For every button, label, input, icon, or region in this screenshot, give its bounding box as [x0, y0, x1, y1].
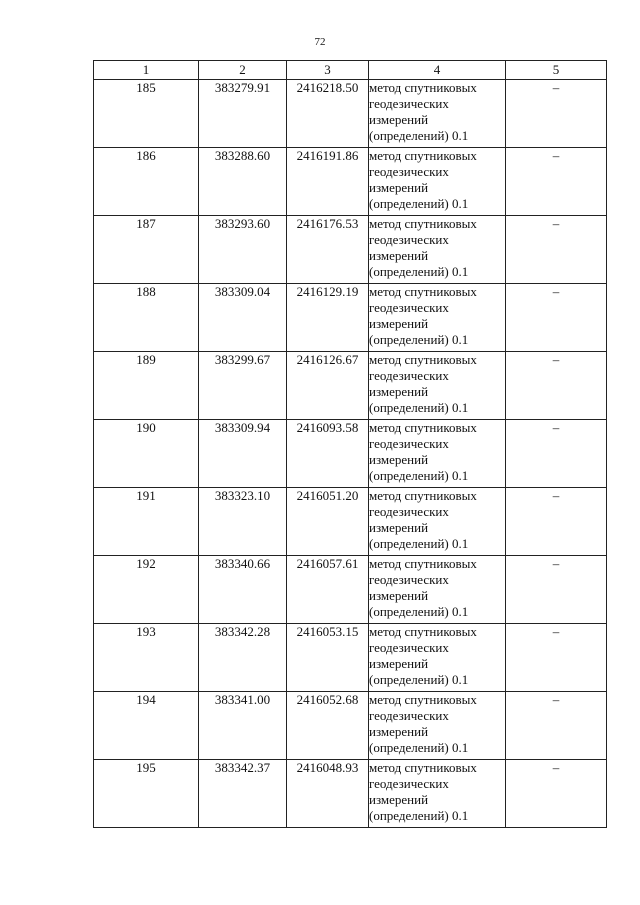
table-row	[94, 692, 607, 760]
method-line: метод спутниковых	[369, 420, 477, 435]
y-coordinate-cell: 2416057.61	[287, 556, 369, 624]
method-cell	[369, 692, 506, 760]
y-coordinate-cell: 2416048.93	[287, 760, 369, 828]
y-coordinate-cell: 2416191.86	[287, 148, 369, 216]
method-line: геодезических	[369, 776, 449, 791]
x-coordinate-cell: 383340.66	[199, 556, 287, 624]
note-cell: –	[506, 148, 607, 216]
method-line: метод спутниковых	[369, 556, 477, 571]
header-col-4: 4	[369, 61, 506, 80]
method-line: измерений	[369, 792, 429, 807]
method-line: (определений) 0.1	[369, 740, 469, 755]
method-cell	[369, 760, 506, 828]
note-cell: –	[506, 488, 607, 556]
method-cell	[369, 352, 506, 420]
note-cell: –	[506, 692, 607, 760]
note-cell: –	[506, 624, 607, 692]
point-number-cell: 192	[94, 556, 199, 624]
note-cell: –	[506, 760, 607, 828]
x-coordinate-cell: 383293.60	[199, 216, 287, 284]
method-line: метод спутниковых	[369, 692, 477, 707]
table-header-row	[94, 61, 607, 80]
header-col-5: 5	[506, 61, 607, 80]
method-line: измерений	[369, 384, 429, 399]
method-line: метод спутниковых	[369, 80, 477, 95]
method-cell	[369, 488, 506, 556]
method-line: (определений) 0.1	[369, 400, 469, 415]
point-number-cell: 185	[94, 80, 199, 148]
table-body	[94, 80, 607, 828]
method-line: (определений) 0.1	[369, 672, 469, 687]
table-row	[94, 148, 607, 216]
table-row	[94, 352, 607, 420]
method-line: (определений) 0.1	[369, 264, 469, 279]
method-line: геодезических	[369, 368, 449, 383]
method-line: (определений) 0.1	[369, 128, 469, 143]
table-row	[94, 420, 607, 488]
method-cell	[369, 556, 506, 624]
point-number-cell: 187	[94, 216, 199, 284]
header-col-2: 2	[199, 61, 287, 80]
note-cell: –	[506, 556, 607, 624]
method-line: метод спутниковых	[369, 148, 477, 163]
method-cell	[369, 624, 506, 692]
x-coordinate-cell: 383288.60	[199, 148, 287, 216]
x-coordinate-cell: 383342.37	[199, 760, 287, 828]
method-line: геодезических	[369, 572, 449, 587]
point-number-cell: 193	[94, 624, 199, 692]
method-line: геодезических	[369, 436, 449, 451]
y-coordinate-cell: 2416053.15	[287, 624, 369, 692]
method-line: геодезических	[369, 708, 449, 723]
method-line: геодезических	[369, 504, 449, 519]
method-line: измерений	[369, 656, 429, 671]
method-line: (определений) 0.1	[369, 332, 469, 347]
x-coordinate-cell: 383341.00	[199, 692, 287, 760]
point-number-cell: 191	[94, 488, 199, 556]
y-coordinate-cell: 2416093.58	[287, 420, 369, 488]
method-line: измерений	[369, 112, 429, 127]
method-line: геодезических	[369, 640, 449, 655]
method-line: метод спутниковых	[369, 760, 477, 775]
method-line: измерений	[369, 520, 429, 535]
method-line: измерений	[369, 180, 429, 195]
y-coordinate-cell: 2416129.19	[287, 284, 369, 352]
method-line: (определений) 0.1	[369, 196, 469, 211]
method-cell	[369, 216, 506, 284]
x-coordinate-cell: 383309.94	[199, 420, 287, 488]
point-number-cell: 190	[94, 420, 199, 488]
point-number-cell: 195	[94, 760, 199, 828]
note-cell: –	[506, 352, 607, 420]
method-line: измерений	[369, 248, 429, 263]
y-coordinate-cell: 2416218.50	[287, 80, 369, 148]
method-line: (определений) 0.1	[369, 468, 469, 483]
point-number-cell: 189	[94, 352, 199, 420]
method-line: измерений	[369, 588, 429, 603]
method-line: (определений) 0.1	[369, 536, 469, 551]
y-coordinate-cell: 2416051.20	[287, 488, 369, 556]
table-row	[94, 216, 607, 284]
method-line: геодезических	[369, 164, 449, 179]
method-cell	[369, 80, 506, 148]
x-coordinate-cell: 383309.04	[199, 284, 287, 352]
page-number: 72	[314, 36, 326, 48]
note-cell: –	[506, 284, 607, 352]
header-col-1: 1	[94, 61, 199, 80]
method-line: (определений) 0.1	[369, 808, 469, 823]
method-line: геодезических	[369, 232, 449, 247]
method-line: метод спутниковых	[369, 624, 477, 639]
method-line: (определений) 0.1	[369, 604, 469, 619]
note-cell: –	[506, 216, 607, 284]
y-coordinate-cell: 2416126.67	[287, 352, 369, 420]
method-line: метод спутниковых	[369, 352, 477, 367]
method-cell	[369, 284, 506, 352]
method-line: измерений	[369, 316, 429, 331]
note-cell: –	[506, 80, 607, 148]
method-cell	[369, 148, 506, 216]
method-line: измерений	[369, 724, 429, 739]
table-row	[94, 488, 607, 556]
note-cell: –	[506, 420, 607, 488]
x-coordinate-cell: 383299.67	[199, 352, 287, 420]
method-line: метод спутниковых	[369, 284, 477, 299]
table-row	[94, 624, 607, 692]
point-number-cell: 188	[94, 284, 199, 352]
method-line: измерений	[369, 452, 429, 467]
method-line: метод спутниковых	[369, 216, 477, 231]
table-row	[94, 80, 607, 148]
x-coordinate-cell: 383279.91	[199, 80, 287, 148]
table-row	[94, 284, 607, 352]
x-coordinate-cell: 383323.10	[199, 488, 287, 556]
y-coordinate-cell: 2416176.53	[287, 216, 369, 284]
method-line: геодезических	[369, 96, 449, 111]
x-coordinate-cell: 383342.28	[199, 624, 287, 692]
point-number-cell: 194	[94, 692, 199, 760]
point-number-cell: 186	[94, 148, 199, 216]
table-row	[94, 556, 607, 624]
method-line: метод спутниковых	[369, 488, 477, 503]
coordinates-table	[93, 60, 607, 828]
y-coordinate-cell: 2416052.68	[287, 692, 369, 760]
method-cell	[369, 420, 506, 488]
header-col-3: 3	[287, 61, 369, 80]
method-line: геодезических	[369, 300, 449, 315]
table-row	[94, 760, 607, 828]
